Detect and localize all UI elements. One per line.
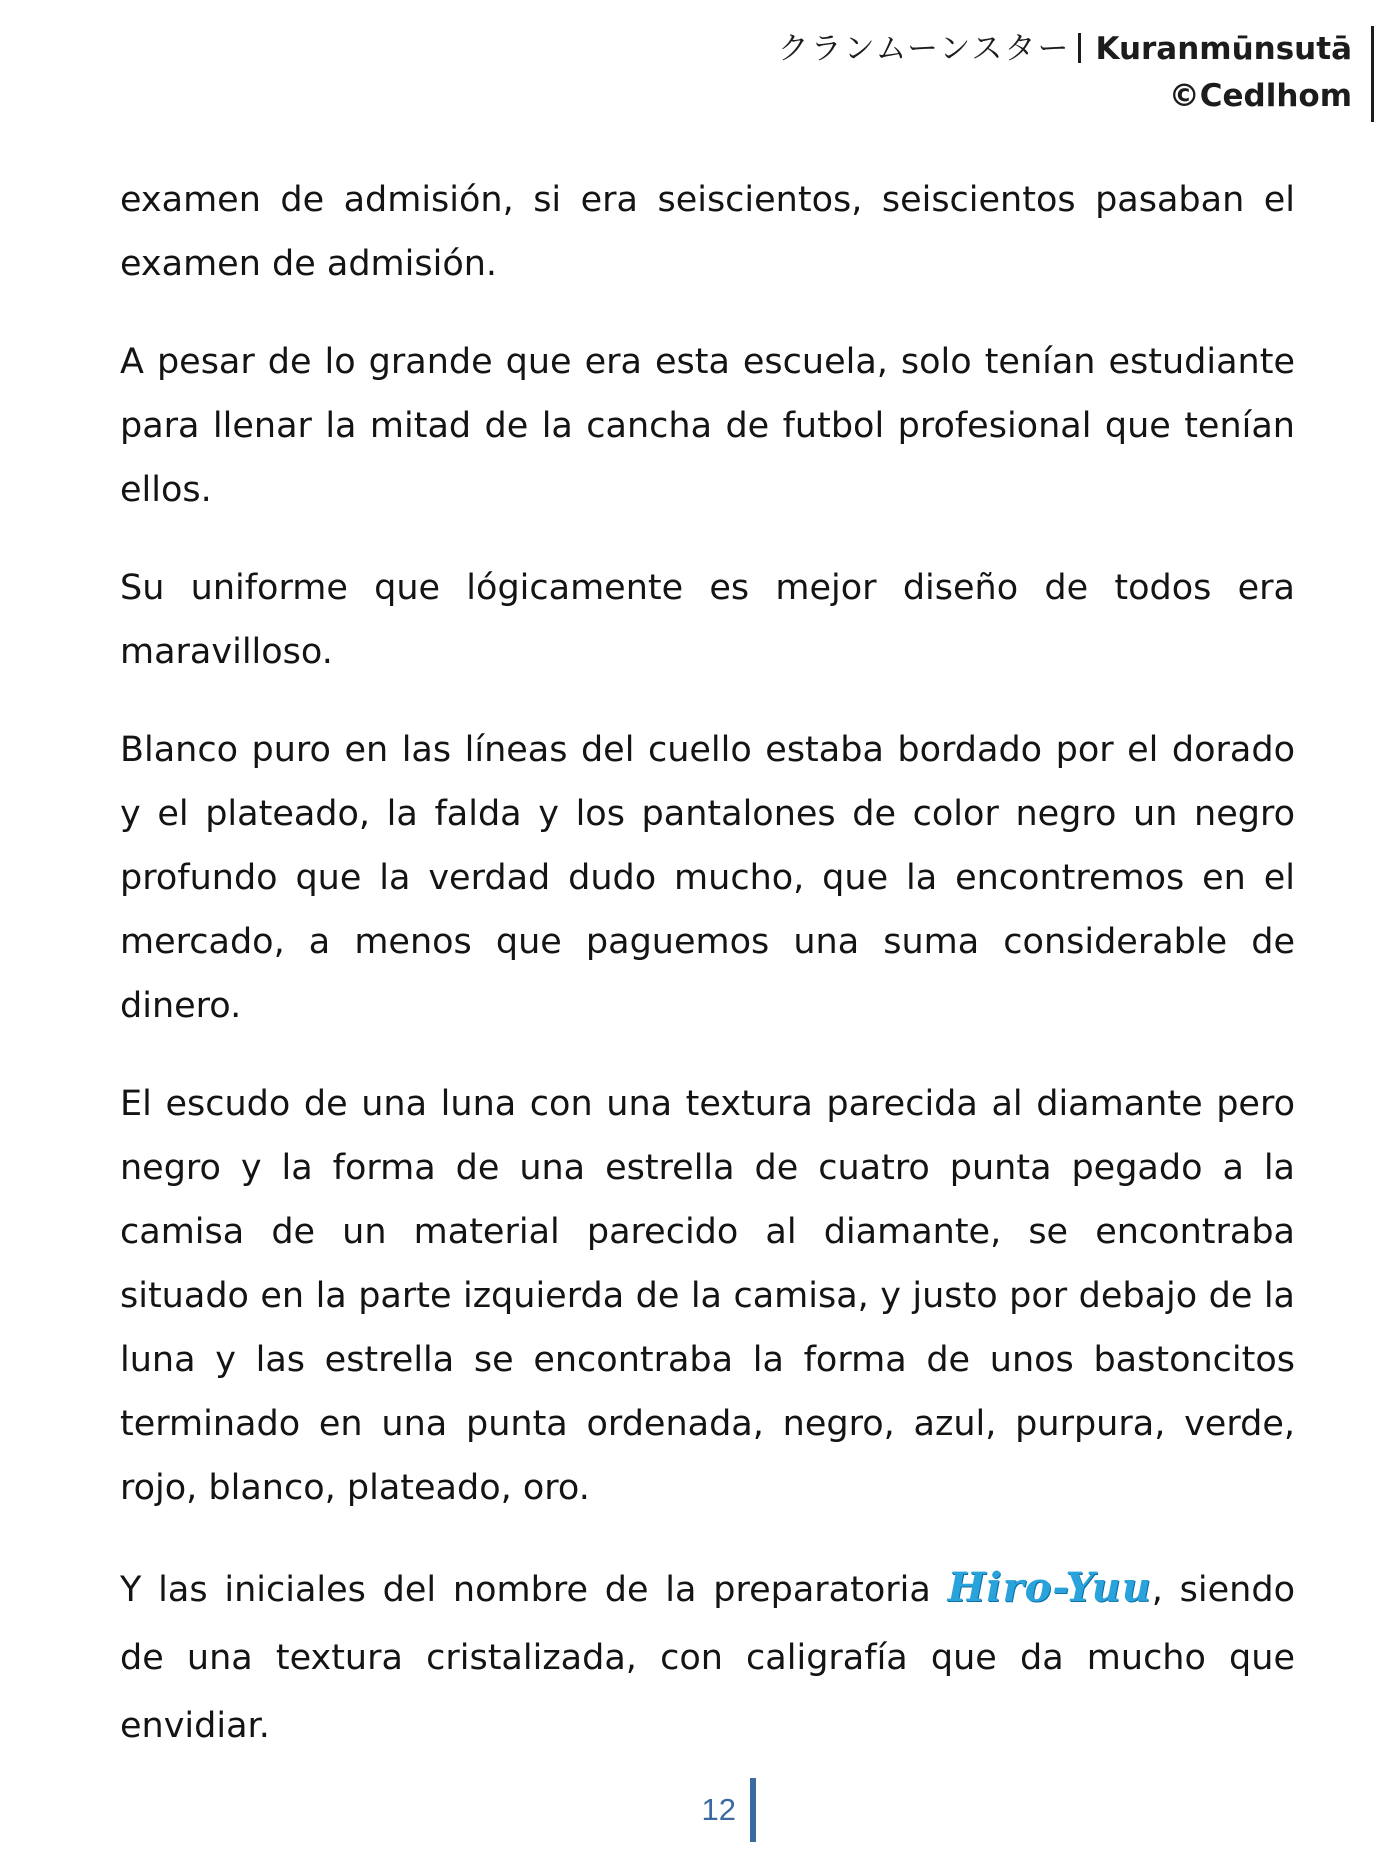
paragraph-6 bbox=[120, 1554, 1295, 1760]
header-vertical-rule bbox=[1371, 26, 1374, 122]
romanized-title: Kuranmūnsutā bbox=[1095, 31, 1352, 67]
header-text bbox=[778, 26, 1352, 120]
page-number: 12 bbox=[701, 1792, 736, 1827]
body-text bbox=[120, 168, 1295, 1794]
japanese-title: クランムーンスター bbox=[777, 31, 1071, 67]
paragraph-6-start: Y las iniciales del nombre de la preparatoria bbox=[120, 1570, 948, 1610]
paragraph-6-end: , siendo de una textura cristalizada, con caligrafía que da mucho que envidiar. bbox=[120, 1570, 1295, 1746]
footer-vertical-rule bbox=[750, 1778, 756, 1842]
paragraph-1: examen de admisión, si era seiscientos, seiscientos pasaban el examen de admisión. bbox=[120, 180, 1295, 284]
page-header bbox=[674, 26, 1374, 122]
school-name-logo: Hiro-Yuu bbox=[947, 1564, 1152, 1611]
paragraph-3: Su uniforme que lógicamente es mejor diseño de todos era maravilloso. bbox=[120, 568, 1295, 672]
header-separator bbox=[1078, 33, 1081, 63]
paragraph-2: A pesar de lo grande que era esta escuela, solo tenían estudiante para llenar la mitad de la cancha de futbol profesional que tenían ellos. bbox=[120, 342, 1295, 510]
paragraph-4: Blanco puro en las líneas del cuello estaba bordado por el dorado y el plateado, la falda y los pantalones de color negro un negro profundo que la verdad dudo mucho, que la encontremos en el mercado, a menos que paguemos una suma considerable de dinero. bbox=[120, 730, 1295, 1026]
header-title-line bbox=[778, 26, 1352, 72]
copyright-notice: ©Cedlhom bbox=[1168, 78, 1352, 114]
paragraph-5: El escudo de una luna con una textura parecida al diamante pero negro y la forma de una estrella de cuatro punta pegado a la camisa de un material parecido al diamante, se encontraba situado en la parte izquierda de la camisa, y justo por debajo de la luna y las estrella se encontraba la forma de unos bastoncitos terminado en una punta ordenada, negro, azul, purpura, verde, rojo, blanco, plateado, oro. bbox=[120, 1084, 1295, 1508]
page-footer bbox=[650, 1778, 770, 1842]
